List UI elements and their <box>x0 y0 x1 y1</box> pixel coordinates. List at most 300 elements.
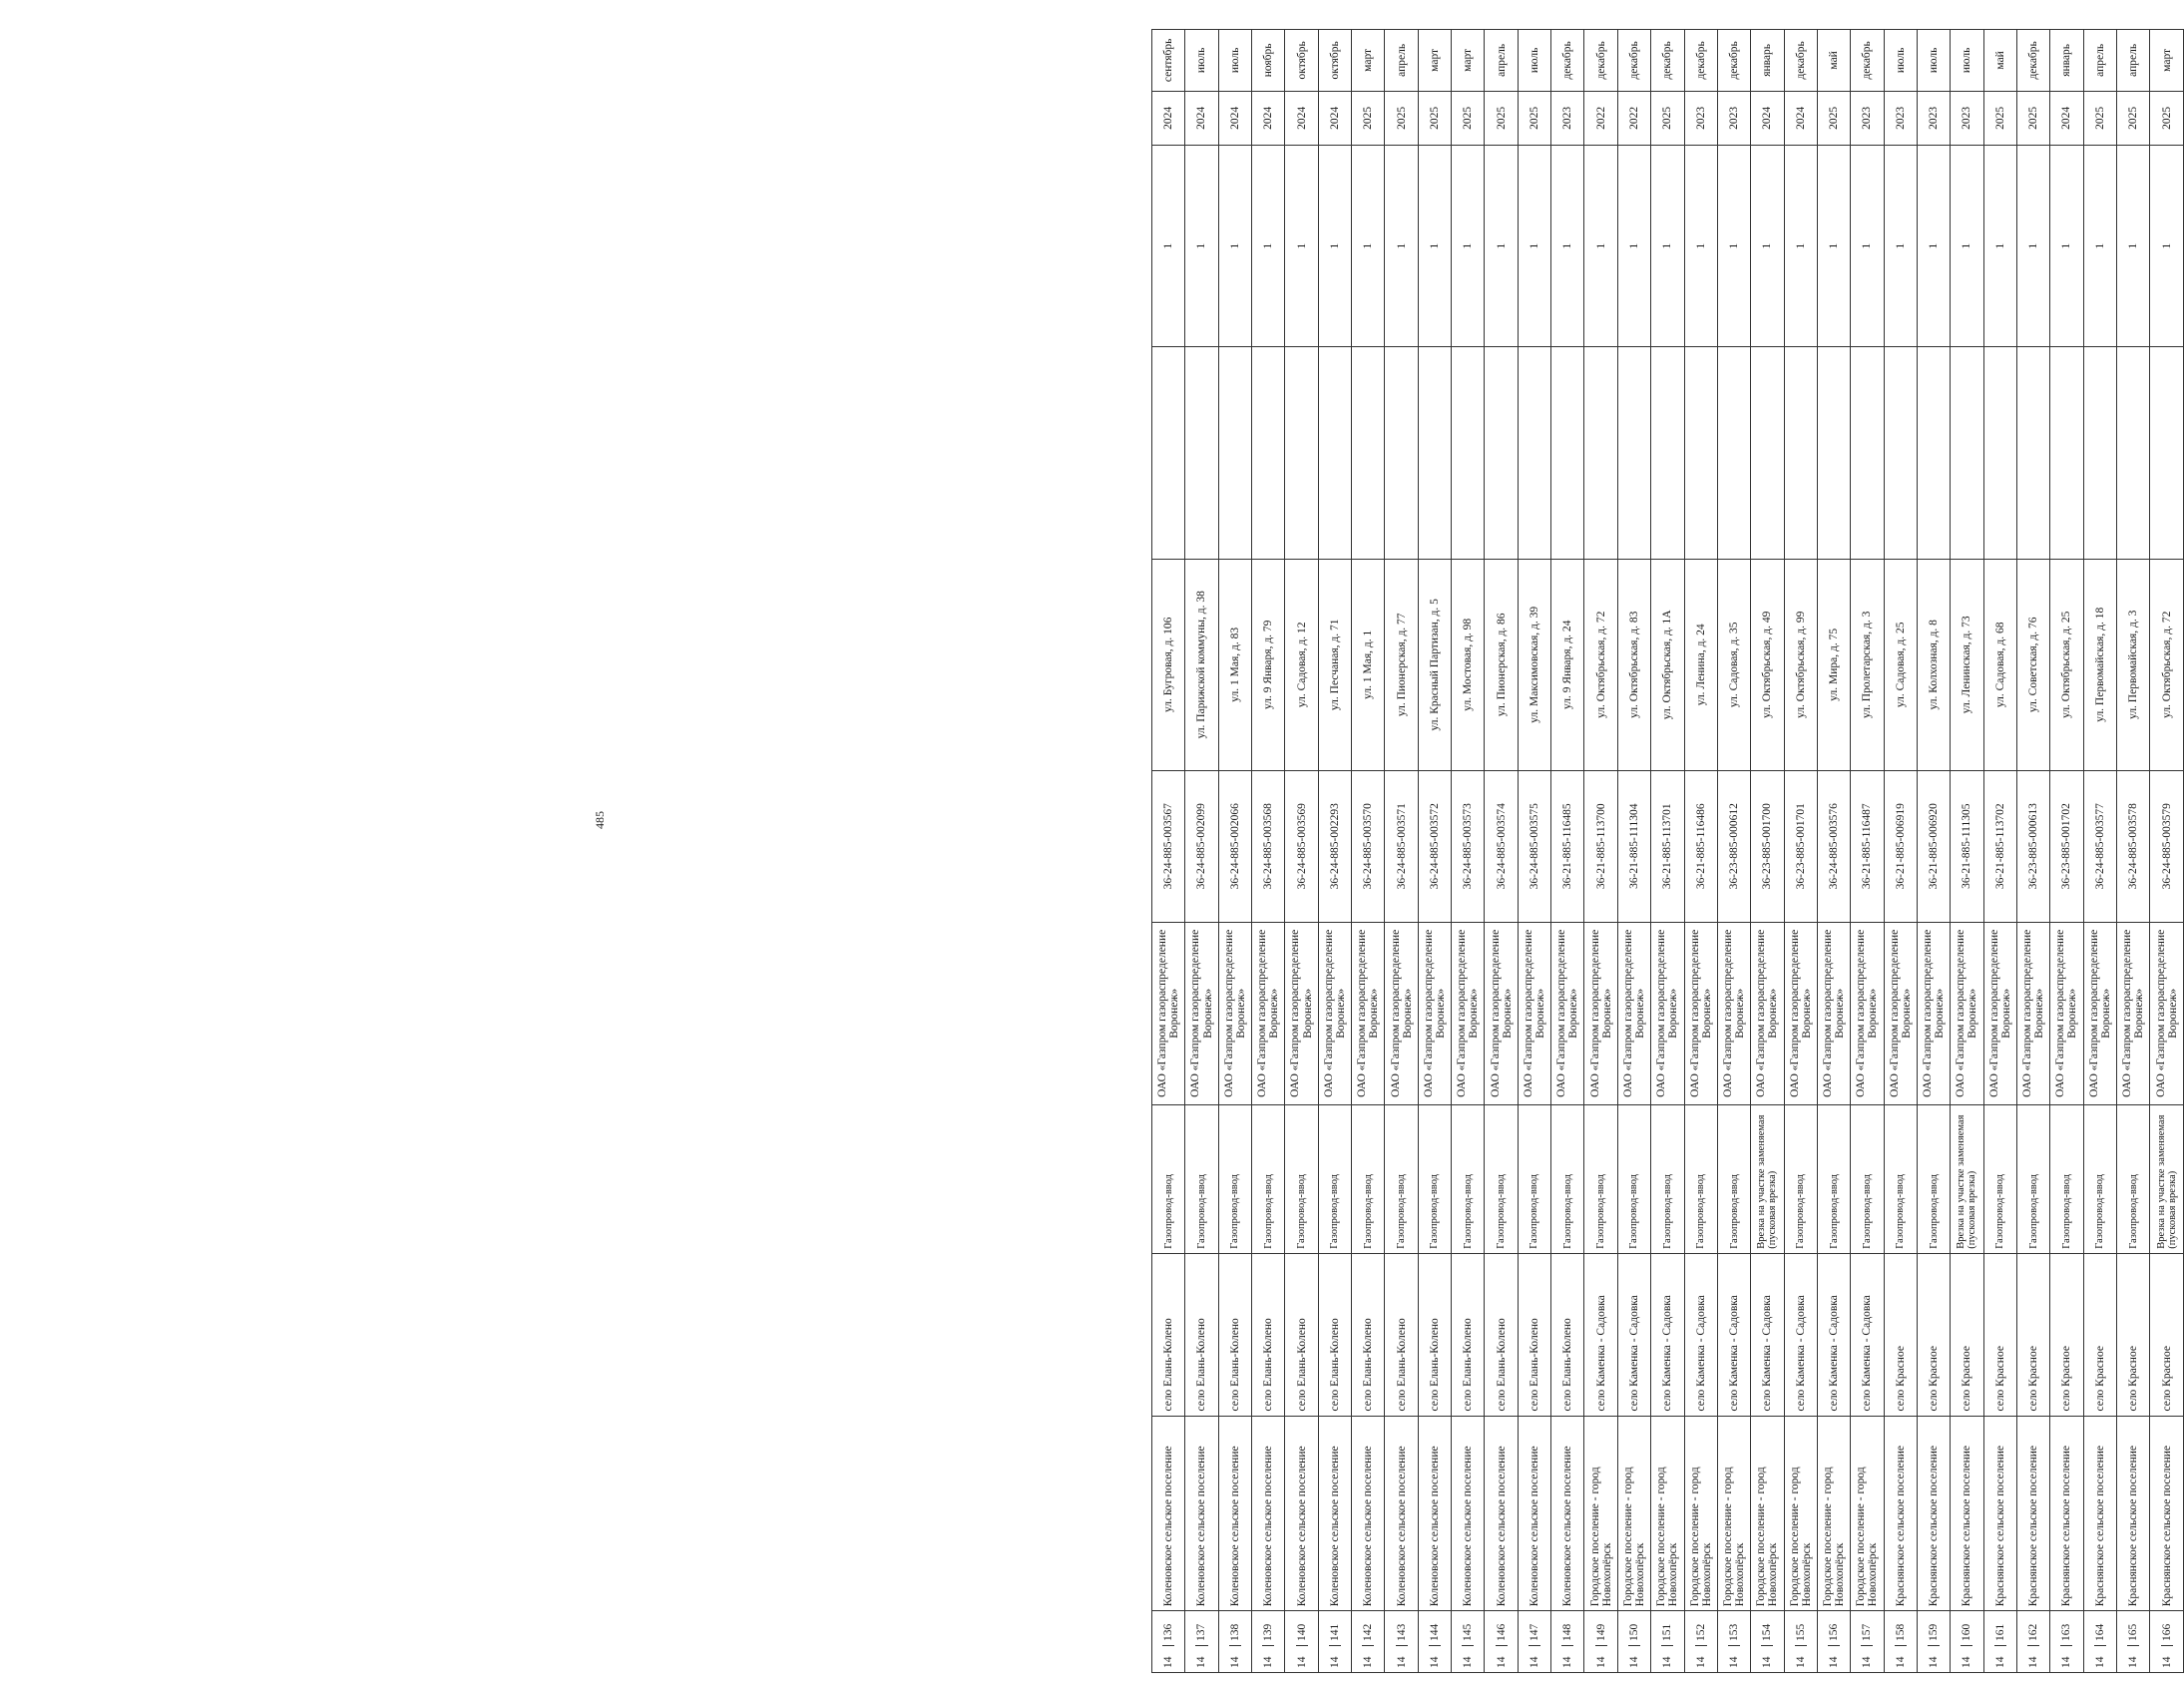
empty-cell <box>1152 347 1185 560</box>
section-number: 14 <box>1794 1656 1807 1668</box>
locality-cell: село Красное <box>1983 1253 2016 1416</box>
year-cell: 2024 <box>1252 91 1285 145</box>
empty-cell <box>1285 347 1318 560</box>
year-cell: 2025 <box>1352 91 1385 145</box>
empty-cell <box>1784 347 1817 560</box>
month-cell: март <box>1452 30 1485 92</box>
settlement-cell: Краснянское сельское поселение <box>1884 1416 1917 1611</box>
settlement-cell: Коленовское сельское поселение <box>1218 1416 1251 1611</box>
owner-cell: ОАО «Газпром газораспределение Воронеж» <box>1717 922 1750 1104</box>
address-cell: ул. Бугровая, д. 106 <box>1152 559 1185 770</box>
month-cell: май <box>1817 30 1850 92</box>
object-code-cell: 36-24-885-003579 <box>2150 770 2184 922</box>
locality-cell: село Елань-Колено <box>1551 1253 1584 1416</box>
locality-cell: село Красное <box>2116 1253 2149 1416</box>
item-number: 153 <box>1728 1624 1740 1646</box>
object-type-cell: Газопровод-ввод <box>1485 1104 1518 1253</box>
settlement-cell: Коленовское сельское поселение <box>1352 1416 1385 1611</box>
object-code-cell: 36-21-885-113701 <box>1651 770 1684 922</box>
object-type-cell: Газопровод-ввод <box>1784 1104 1817 1253</box>
quantity-cell: 1 <box>1185 146 1218 347</box>
locality-cell: село Красное <box>1884 1253 1917 1416</box>
owner-cell: ОАО «Газпром газораспределение Воронеж» <box>1518 922 1550 1104</box>
section-number: 14 <box>2027 1656 2040 1668</box>
section-number: 14 <box>1627 1656 1640 1668</box>
owner-cell: ОАО «Газпром газораспределение Воронеж» <box>1185 922 1218 1104</box>
locality-cell: село Елань-Колено <box>1318 1253 1351 1416</box>
owner-cell: ОАО «Газпром газораспределение Воронеж» <box>1651 922 1684 1104</box>
row-number-cell <box>1352 1611 1385 1673</box>
table-row <box>1584 30 1617 1673</box>
item-number: 143 <box>1396 1624 1408 1646</box>
year-cell: 2024 <box>1185 91 1218 145</box>
month-cell: декабрь <box>1684 30 1717 92</box>
settlement-cell: Коленовское сельское поселение <box>1452 1416 1485 1611</box>
table-row <box>1784 30 1817 1673</box>
item-number: 148 <box>1561 1624 1573 1646</box>
row-number-cell <box>1452 1611 1485 1673</box>
address-cell: ул. Мостовая, д. 98 <box>1452 559 1485 770</box>
settlement-cell: Городское поселение - город Новохопёрск <box>1684 1416 1717 1611</box>
empty-cell <box>1252 347 1285 560</box>
address-cell: ул. Первомайская, д. 18 <box>2083 559 2116 770</box>
item-number: 154 <box>1761 1624 1773 1646</box>
month-cell: июль <box>1884 30 1917 92</box>
row-number-cell <box>1518 1611 1550 1673</box>
year-cell: 2023 <box>1684 91 1717 145</box>
object-type-cell: Газопровод-ввод <box>2083 1104 2116 1253</box>
owner-cell: ОАО «Газпром газораспределение Воронеж» <box>2116 922 2149 1104</box>
section-number: 14 <box>1162 1656 1175 1668</box>
object-type-cell: Газопровод-ввод <box>1385 1104 1418 1253</box>
empty-cell <box>1651 347 1684 560</box>
object-type-cell: Газопровод-ввод <box>1917 1104 1950 1253</box>
year-cell: 2025 <box>2016 91 2049 145</box>
settlement-cell: Городское поселение - город Новохопёрск <box>1651 1416 1684 1611</box>
quantity-cell: 1 <box>1784 146 1817 347</box>
empty-cell <box>1218 347 1251 560</box>
object-code-cell: 36-21-885-006919 <box>1884 770 1917 922</box>
month-cell: ноябрь <box>1252 30 1285 92</box>
section-number: 14 <box>1295 1656 1308 1668</box>
object-code-cell: 36-21-885-006920 <box>1917 770 1950 922</box>
settlement-cell: Краснянское сельское поселение <box>1983 1416 2016 1611</box>
empty-cell <box>1452 347 1485 560</box>
row-number-cell <box>1551 1611 1584 1673</box>
owner-cell: ОАО «Газпром газораспределение Воронеж» <box>1352 922 1385 1104</box>
month-cell: апрель <box>2083 30 2116 92</box>
object-type-cell: Газопровод-ввод <box>1851 1104 1884 1253</box>
settlement-cell: Краснянское сельское поселение <box>2050 1416 2083 1611</box>
row-number-cell <box>2016 1611 2049 1673</box>
month-cell: декабрь <box>1617 30 1650 92</box>
owner-cell: ОАО «Газпром газораспределение Воронеж» <box>1817 922 1850 1104</box>
item-number: 147 <box>1529 1624 1540 1646</box>
empty-cell <box>1318 347 1351 560</box>
quantity-cell: 1 <box>1884 146 1917 347</box>
address-cell: ул. Ленинская, д. 73 <box>1951 559 1983 770</box>
year-cell: 2024 <box>2050 91 2083 145</box>
item-number: 140 <box>1296 1624 1308 1646</box>
object-code-cell: 36-24-885-003576 <box>1817 770 1850 922</box>
item-number: 138 <box>1229 1624 1241 1646</box>
item-number: 159 <box>1928 1624 1940 1646</box>
address-cell: ул. Максимовская, д. 39 <box>1518 559 1550 770</box>
year-cell: 2023 <box>1851 91 1884 145</box>
row-number-cell <box>1751 1611 1784 1673</box>
document-sheet <box>1151 29 2184 1673</box>
object-code-cell: 36-24-885-003574 <box>1485 770 1518 922</box>
month-cell: июль <box>1185 30 1218 92</box>
item-number: 145 <box>1462 1624 1474 1646</box>
row-number-cell <box>1285 1611 1318 1673</box>
empty-cell <box>2083 347 2116 560</box>
object-type-cell: Газопровод-ввод <box>1717 1104 1750 1253</box>
object-type-cell: Газопровод-ввод <box>1884 1104 1917 1253</box>
row-number-cell <box>1385 1611 1418 1673</box>
locality-cell: село Елань-Колено <box>1185 1253 1218 1416</box>
locality-cell: село Елань-Колено <box>1285 1253 1318 1416</box>
settlement-cell: Коленовское сельское поселение <box>1185 1416 1218 1611</box>
object-type-cell: Газопровод-ввод <box>1684 1104 1717 1253</box>
month-cell: апрель <box>2116 30 2149 92</box>
object-code-cell: 36-24-885-003571 <box>1385 770 1418 922</box>
locality-cell: село Каменка - Садовка <box>1817 1253 1850 1416</box>
address-cell: ул. Парижской коммуны, д. 38 <box>1185 559 1218 770</box>
month-cell: декабрь <box>1717 30 1750 92</box>
quantity-cell: 1 <box>1651 146 1684 347</box>
item-number: 144 <box>1429 1624 1441 1646</box>
month-cell: июль <box>1518 30 1550 92</box>
empty-cell <box>1951 347 1983 560</box>
object-type-cell: Врезка на участке заменяемая (пусковая врезка) <box>2150 1104 2184 1253</box>
owner-cell: ОАО «Газпром газораспределение Воронеж» <box>1452 922 1485 1104</box>
section-number: 14 <box>1661 1656 1674 1668</box>
table-row <box>1185 30 1218 1673</box>
section-number: 14 <box>1694 1656 1707 1668</box>
table-row <box>1717 30 1750 1673</box>
settlement-cell: Городское поселение - город Новохопёрск <box>1717 1416 1750 1611</box>
owner-cell: ОАО «Газпром газораспределение Воронеж» <box>1983 922 2016 1104</box>
item-number: 156 <box>1828 1624 1840 1646</box>
object-type-cell: Газопровод-ввод <box>1185 1104 1218 1253</box>
object-type-cell: Врезка на участке заменяемая (пусковая врезка) <box>1751 1104 1784 1253</box>
year-cell: 2025 <box>1983 91 2016 145</box>
object-type-cell: Газопровод-ввод <box>1551 1104 1584 1253</box>
item-number: 164 <box>2094 1624 2106 1646</box>
item-number: 157 <box>1861 1624 1873 1646</box>
locality-cell: село Красное <box>2150 1253 2184 1416</box>
object-type-cell: Газопровод-ввод <box>1584 1104 1617 1253</box>
item-number: 162 <box>2027 1624 2039 1646</box>
object-type-cell: Газопровод-ввод <box>1983 1104 2016 1253</box>
owner-cell: ОАО «Газпром газораспределение Воронеж» <box>2016 922 2049 1104</box>
empty-cell <box>1884 347 1917 560</box>
empty-cell <box>2116 347 2149 560</box>
object-code-cell: 36-24-885-003575 <box>1518 770 1550 922</box>
owner-cell: ОАО «Газпром газораспределение Воронеж» <box>1252 922 1285 1104</box>
settlement-cell: Коленовское сельское поселение <box>1318 1416 1351 1611</box>
month-cell: май <box>1983 30 2016 92</box>
year-cell: 2025 <box>2083 91 2116 145</box>
quantity-cell: 1 <box>1452 146 1485 347</box>
address-cell: ул. Октябрьская, д. 99 <box>1784 559 1817 770</box>
locality-cell: село Елань-Колено <box>1518 1253 1550 1416</box>
object-code-cell: 36-24-885-002293 <box>1318 770 1351 922</box>
object-code-cell: 36-24-885-003569 <box>1285 770 1318 922</box>
table-row <box>2016 30 2049 1673</box>
month-cell: март <box>1418 30 1451 92</box>
year-cell: 2025 <box>1385 91 1418 145</box>
settlement-cell: Городское поселение - город Новохопёрск <box>1784 1416 1817 1611</box>
object-type-cell: Газопровод-ввод <box>1252 1104 1285 1253</box>
section-number: 14 <box>1993 1656 2006 1668</box>
address-cell: ул. Красный Партизан, д. 5 <box>1418 559 1451 770</box>
object-type-cell: Газопровод-ввод <box>1152 1104 1185 1253</box>
owner-cell: ОАО «Газпром газораспределение Воронеж» <box>1751 922 1784 1104</box>
object-code-cell: 36-24-885-003577 <box>2083 770 2116 922</box>
empty-cell <box>1817 347 1850 560</box>
month-cell: декабрь <box>1784 30 1817 92</box>
address-cell: ул. Октябрьская, д. 72 <box>2150 559 2184 770</box>
year-cell: 2025 <box>1651 91 1684 145</box>
address-cell: ул. Ленина, д. 24 <box>1684 559 1717 770</box>
object-type-cell: Газопровод-ввод <box>1617 1104 1650 1253</box>
settlement-cell: Городское поселение - город Новохопёрск <box>1851 1416 1884 1611</box>
locality-cell: село Каменка - Садовка <box>1751 1253 1784 1416</box>
quantity-cell: 1 <box>2116 146 2149 347</box>
settlement-cell: Краснянское сельское поселение <box>2150 1416 2184 1611</box>
locality-cell: село Каменка - Садовка <box>1651 1253 1684 1416</box>
locality-cell: село Елань-Колено <box>1485 1253 1518 1416</box>
locality-cell: село Красное <box>1917 1253 1950 1416</box>
address-cell: ул. Садовая, д. 68 <box>1983 559 2016 770</box>
section-number: 14 <box>1928 1656 1941 1668</box>
object-code-cell: 36-24-885-003572 <box>1418 770 1451 922</box>
object-code-cell: 36-23-885-001701 <box>1784 770 1817 922</box>
locality-cell: село Каменка - Садовка <box>1584 1253 1617 1416</box>
section-number: 14 <box>1328 1656 1341 1668</box>
address-cell: ул. Октябрьская, д. 72 <box>1584 559 1617 770</box>
locality-cell: село Каменка - Садовка <box>1851 1253 1884 1416</box>
row-number-cell <box>1983 1611 2016 1673</box>
empty-cell <box>1751 347 1784 560</box>
address-cell: ул. Советская, д. 76 <box>2016 559 2049 770</box>
object-type-cell: Газопровод-ввод <box>1218 1104 1251 1253</box>
owner-cell: ОАО «Газпром газораспределение Воронеж» <box>1617 922 1650 1104</box>
settlement-cell: Городское поселение - город Новохопёрск <box>1751 1416 1784 1611</box>
section-number: 14 <box>1428 1656 1441 1668</box>
month-cell: январь <box>1751 30 1784 92</box>
object-type-cell: Газопровод-ввод <box>1352 1104 1385 1253</box>
quantity-cell: 1 <box>1285 146 1318 347</box>
month-cell: декабрь <box>1584 30 1617 92</box>
owner-cell: ОАО «Газпром газораспределение Воронеж» <box>1951 922 1983 1104</box>
item-number: 158 <box>1895 1624 1907 1646</box>
settlement-cell: Городское поселение - город Новохопёрск <box>1617 1416 1650 1611</box>
table-row <box>1983 30 2016 1673</box>
owner-cell: ОАО «Газпром газораспределение Воронеж» <box>1318 922 1351 1104</box>
section-number: 14 <box>1961 1656 1973 1668</box>
locality-cell: село Каменка - Садовка <box>1684 1253 1717 1416</box>
month-cell: декабрь <box>1851 30 1884 92</box>
quantity-cell: 1 <box>1218 146 1251 347</box>
item-number: 155 <box>1795 1624 1807 1646</box>
year-cell: 2025 <box>2150 91 2184 145</box>
year-cell: 2022 <box>1617 91 1650 145</box>
quantity-cell: 1 <box>1551 146 1584 347</box>
object-code-cell: 36-21-885-113702 <box>1983 770 2016 922</box>
settlement-cell: Краснянское сельское поселение <box>1951 1416 1983 1611</box>
page-number: 485 <box>593 811 607 829</box>
month-cell: декабрь <box>1651 30 1684 92</box>
month-cell: октябрь <box>1318 30 1351 92</box>
owner-cell: ОАО «Газпром газораспределение Воронеж» <box>2150 922 2184 1104</box>
empty-cell <box>1717 347 1750 560</box>
table-row <box>1684 30 1717 1673</box>
quantity-cell: 1 <box>1817 146 1850 347</box>
quantity-cell: 1 <box>1717 146 1750 347</box>
object-code-cell: 36-21-885-113700 <box>1584 770 1617 922</box>
month-cell: июль <box>1218 30 1251 92</box>
address-cell: ул. Садовая, д. 35 <box>1717 559 1750 770</box>
object-code-cell: 36-24-885-002099 <box>1185 770 1218 922</box>
settlement-cell: Краснянское сельское поселение <box>2016 1416 2049 1611</box>
year-cell: 2025 <box>1518 91 1550 145</box>
owner-cell: ОАО «Газпром газораспределение Воронеж» <box>1784 922 1817 1104</box>
item-number: 141 <box>1329 1624 1341 1646</box>
address-cell: ул. Мира, д. 75 <box>1817 559 1850 770</box>
owner-cell: ОАО «Газпром газораспределение Воронеж» <box>1584 922 1617 1104</box>
item-number: 142 <box>1362 1624 1374 1646</box>
year-cell: 2023 <box>1951 91 1983 145</box>
settlement-cell: Коленовское сельское поселение <box>1252 1416 1285 1611</box>
owner-cell: ОАО «Газпром газораспределение Воронеж» <box>1218 922 1251 1104</box>
table-row <box>1751 30 1784 1673</box>
year-cell: 2023 <box>1551 91 1584 145</box>
year-cell: 2024 <box>1152 91 1185 145</box>
item-number: 165 <box>2127 1624 2139 1646</box>
quantity-cell: 1 <box>2016 146 2049 347</box>
year-cell: 2024 <box>1285 91 1318 145</box>
row-number-cell <box>1318 1611 1351 1673</box>
month-cell: март <box>1352 30 1385 92</box>
quantity-cell: 1 <box>1751 146 1784 347</box>
empty-cell <box>1518 347 1550 560</box>
table-row <box>1152 30 1185 1673</box>
empty-cell <box>1983 347 2016 560</box>
item-number: 139 <box>1262 1624 1274 1646</box>
object-code-cell: 36-21-885-111305 <box>1951 770 1983 922</box>
quantity-cell: 1 <box>1917 146 1950 347</box>
month-cell: январь <box>2050 30 2083 92</box>
year-cell: 2025 <box>2116 91 2149 145</box>
section-number: 14 <box>1195 1656 1208 1668</box>
address-cell: ул. Октябрьская, д. 1А <box>1651 559 1684 770</box>
object-code-cell: 36-21-885-116486 <box>1684 770 1717 922</box>
settlement-cell: Коленовское сельское поселение <box>1385 1416 1418 1611</box>
section-number: 14 <box>1395 1656 1408 1668</box>
empty-cell <box>1851 347 1884 560</box>
row-number-cell <box>2116 1611 2149 1673</box>
address-cell: ул. Октябрьская, д. 25 <box>2050 559 2083 770</box>
item-number: 152 <box>1695 1624 1707 1646</box>
owner-cell: ОАО «Газпром газораспределение Воронеж» <box>1884 922 1917 1104</box>
object-code-cell: 36-21-885-111304 <box>1617 770 1650 922</box>
month-cell: октябрь <box>1285 30 1318 92</box>
section-number: 14 <box>1462 1656 1475 1668</box>
table-row <box>1452 30 1485 1673</box>
empty-cell <box>1185 347 1218 560</box>
row-number-cell <box>1684 1611 1717 1673</box>
address-cell: ул. Песчаная, д. 71 <box>1318 559 1351 770</box>
row-number-cell <box>1951 1611 1983 1673</box>
address-cell: ул. Октябрьская, д. 49 <box>1751 559 1784 770</box>
object-code-cell: 36-21-885-116487 <box>1851 770 1884 922</box>
address-cell: ул. Пионерская, д. 86 <box>1485 559 1518 770</box>
section-number: 14 <box>2127 1656 2140 1668</box>
item-number: 160 <box>1961 1624 1972 1646</box>
address-cell: ул. 1 Мая, д. 1 <box>1352 559 1385 770</box>
row-number-cell <box>1784 1611 1817 1673</box>
table-row <box>1318 30 1351 1673</box>
row-number-cell <box>1252 1611 1285 1673</box>
year-cell: 2024 <box>1318 91 1351 145</box>
item-number: 163 <box>2060 1624 2072 1646</box>
address-cell: ул. Колхозная, д. 8 <box>1917 559 1950 770</box>
quantity-cell: 1 <box>1617 146 1650 347</box>
section-number: 14 <box>1528 1656 1540 1668</box>
quantity-cell: 1 <box>1318 146 1351 347</box>
year-cell: 2025 <box>1485 91 1518 145</box>
item-number: 146 <box>1496 1624 1508 1646</box>
empty-cell <box>1917 347 1950 560</box>
locality-cell: село Красное <box>1951 1253 1983 1416</box>
item-number: 149 <box>1595 1624 1607 1646</box>
object-code-cell: 36-23-885-000613 <box>2016 770 2049 922</box>
section-number: 14 <box>1495 1656 1508 1668</box>
locality-cell: село Елань-Колено <box>1352 1253 1385 1416</box>
table-row <box>1651 30 1684 1673</box>
object-type-cell: Газопровод-ввод <box>1285 1104 1318 1253</box>
row-number-cell <box>1485 1611 1518 1673</box>
settlement-cell: Коленовское сельское поселение <box>1152 1416 1185 1611</box>
month-cell: март <box>2150 30 2184 92</box>
quantity-cell: 1 <box>1983 146 2016 347</box>
object-type-cell: Газопровод-ввод <box>2050 1104 2083 1253</box>
quantity-cell: 1 <box>1385 146 1418 347</box>
year-cell: 2023 <box>1884 91 1917 145</box>
address-cell: ул. Пионерская, д. 77 <box>1385 559 1418 770</box>
section-number: 14 <box>1828 1656 1841 1668</box>
item-number: 151 <box>1661 1624 1673 1646</box>
owner-cell: ОАО «Газпром газораспределение Воронеж» <box>1485 922 1518 1104</box>
object-code-cell: 36-24-885-003567 <box>1152 770 1185 922</box>
address-cell: ул. 1 Мая, д. 83 <box>1218 559 1251 770</box>
table-row <box>2116 30 2149 1673</box>
table-row <box>1518 30 1550 1673</box>
address-cell: ул. Пролетарская, д. 3 <box>1851 559 1884 770</box>
address-cell: ул. Садовая, д. 12 <box>1285 559 1318 770</box>
locality-cell: село Красное <box>2016 1253 2049 1416</box>
object-type-cell: Газопровод-ввод <box>1418 1104 1451 1253</box>
month-cell: июль <box>1917 30 1950 92</box>
row-number-cell <box>1884 1611 1917 1673</box>
table-row <box>2083 30 2116 1673</box>
table-row <box>1817 30 1850 1673</box>
object-code-cell: 36-23-885-001702 <box>2050 770 2083 922</box>
owner-cell: ОАО «Газпром газораспределение Воронеж» <box>2050 922 2083 1104</box>
